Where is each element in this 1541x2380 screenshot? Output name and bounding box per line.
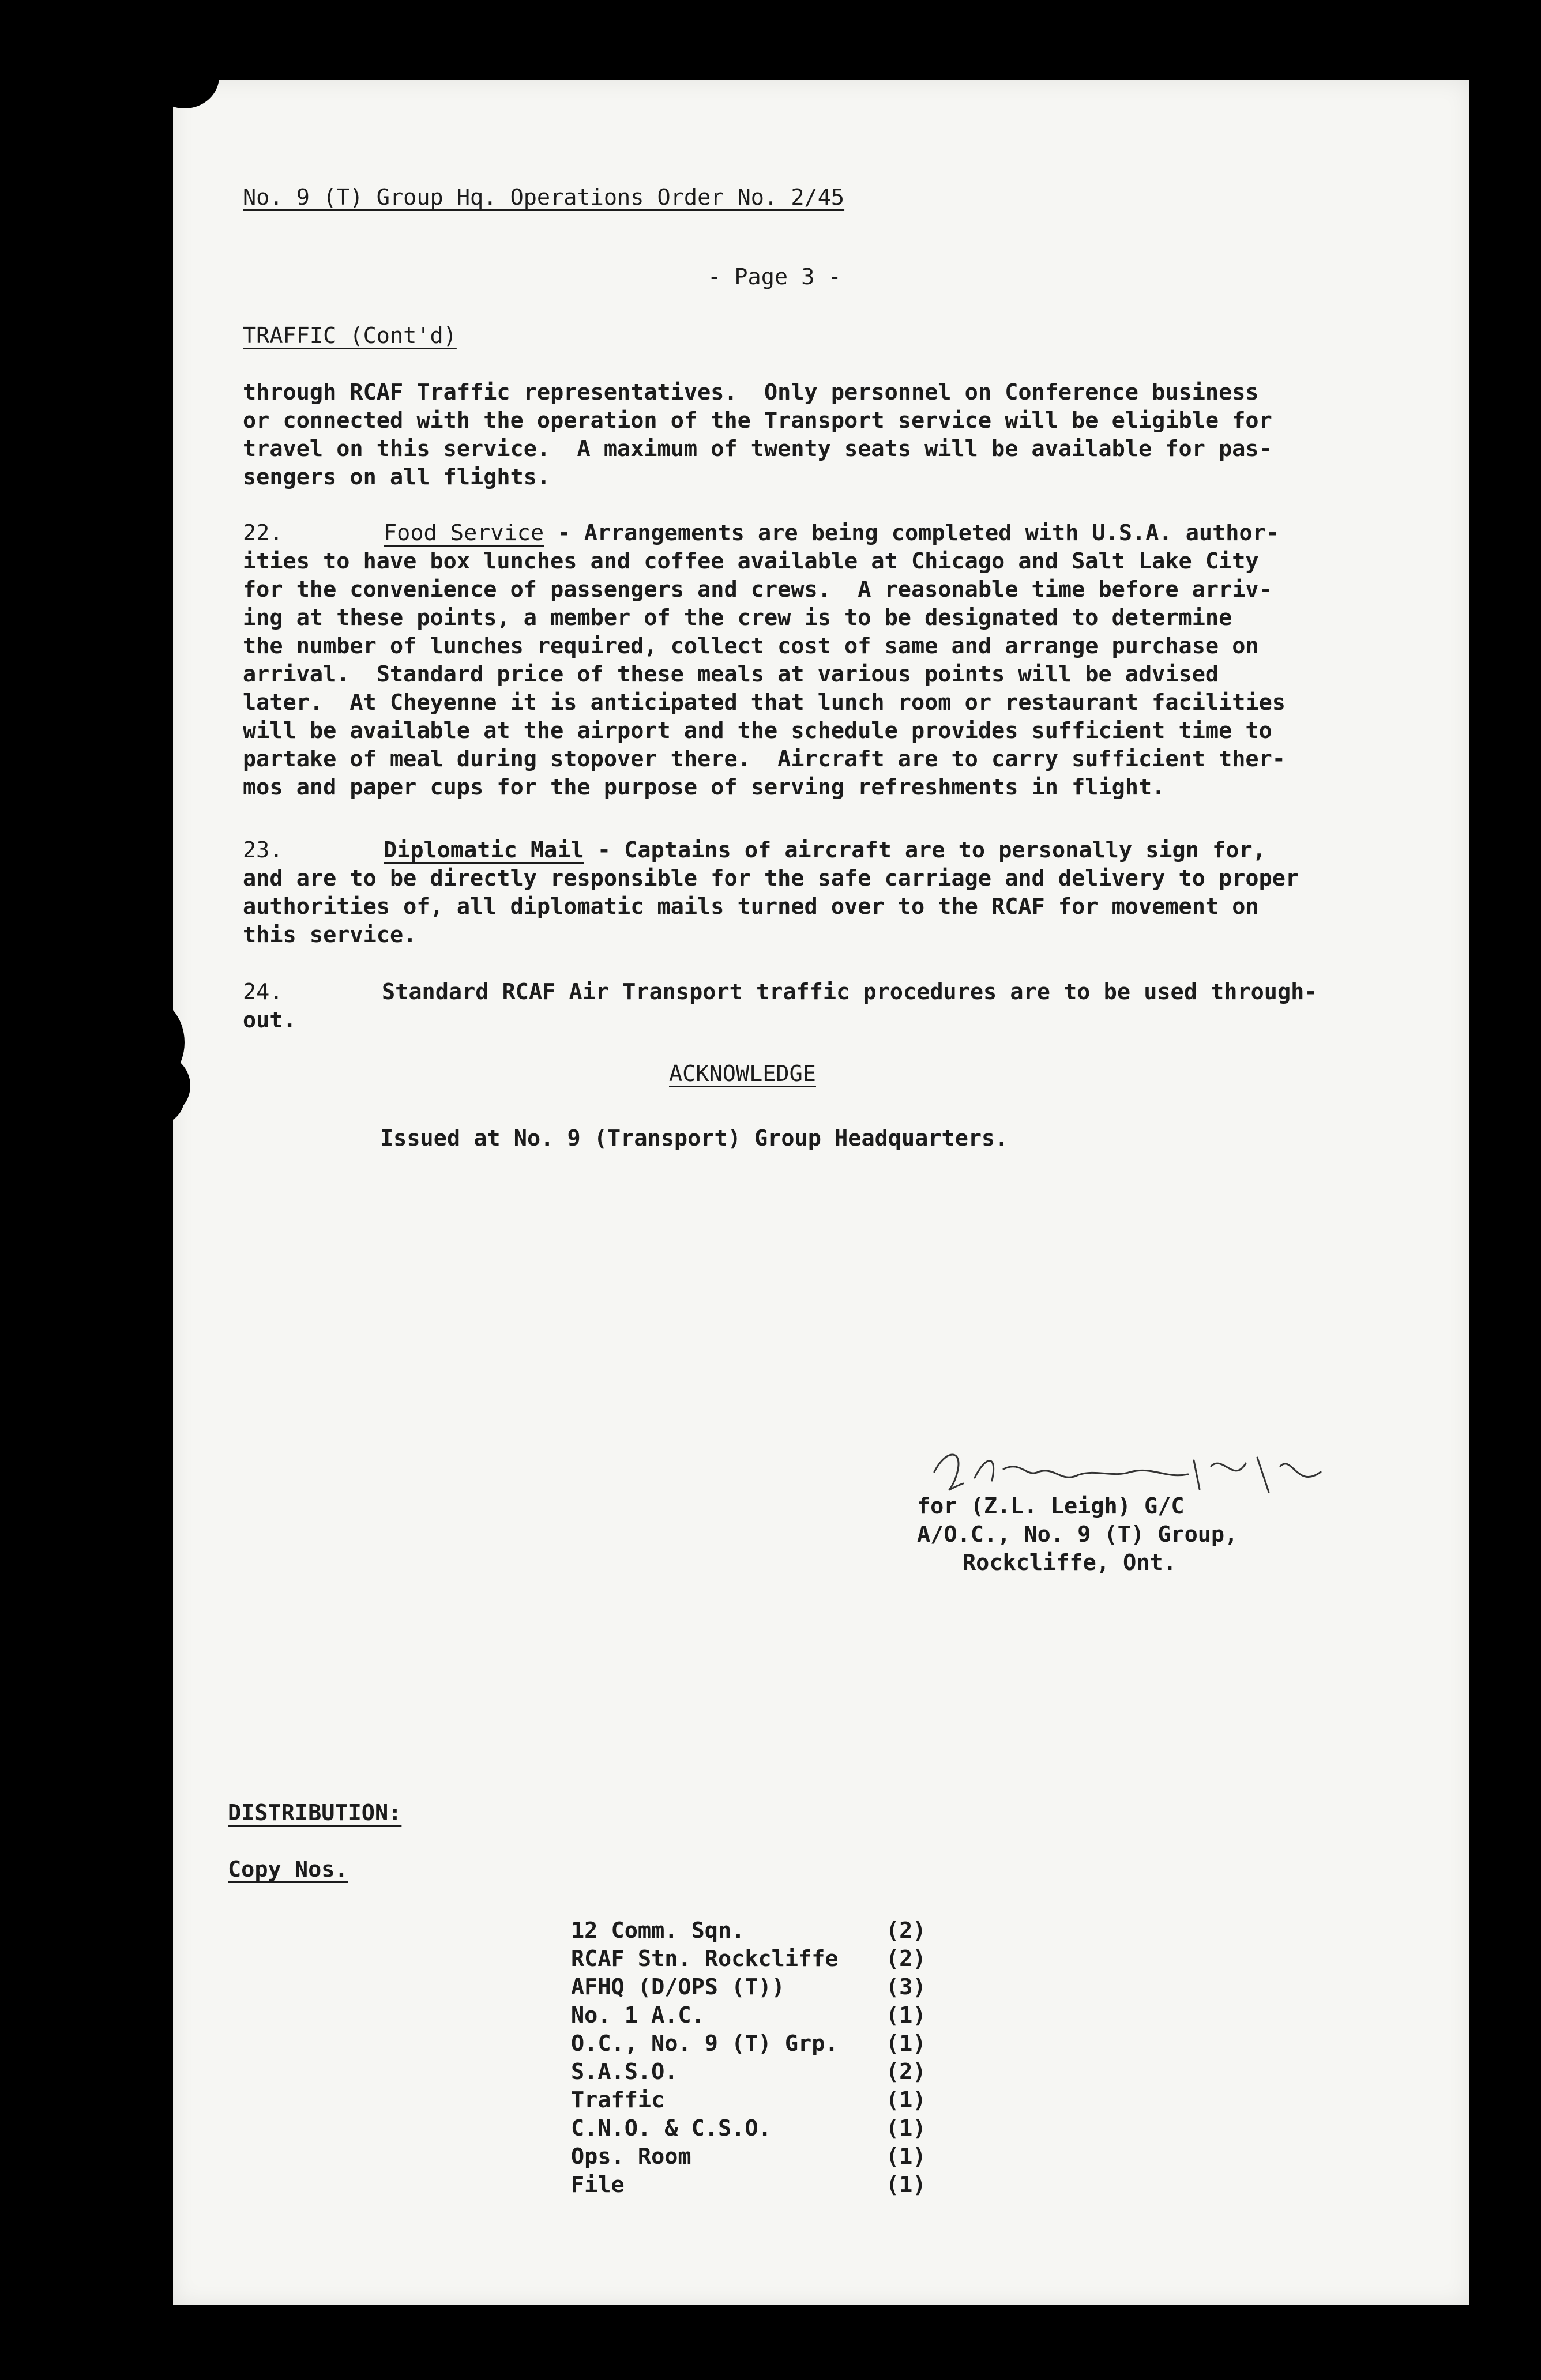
punch-hole bbox=[138, 1071, 185, 1123]
acknowledge-label: ACKNOWLEDGE bbox=[669, 1061, 816, 1087]
item-23-first-line-rest: - Captains of aircraft are to personally sign for, bbox=[584, 837, 1266, 863]
paragraph-line: travel on this service. A maximum of twenty seats will be available for pas- bbox=[243, 436, 1272, 462]
item-23-first-line bbox=[384, 836, 1266, 864]
paragraph-line: will be available at the airport and the schedule provides sufficient time to bbox=[243, 718, 1272, 744]
document-page bbox=[173, 80, 1469, 2305]
distribution-copies: (2) bbox=[886, 1918, 926, 1944]
copy-nos-heading: Copy Nos. bbox=[228, 1856, 348, 1882]
section-heading-traffic: TRAFFIC (Cont'd) bbox=[243, 323, 457, 349]
item-22-paragraph bbox=[243, 547, 1286, 801]
item-title-food-service: Food Service bbox=[384, 520, 544, 546]
item-number-24: 24. bbox=[243, 979, 283, 1005]
item-title-diplomatic-mail: Diplomatic Mail bbox=[384, 837, 584, 863]
distribution-heading: DISTRIBUTION: bbox=[228, 1800, 402, 1826]
distribution-copies: (1) bbox=[886, 2031, 926, 2057]
paragraph-line: partake of meal during stopover there. Aircraft are to carry sufficient ther- bbox=[243, 746, 1286, 772]
distribution-recipient: No. 1 A.C. bbox=[571, 2002, 705, 2028]
item-number-23: 23. bbox=[243, 837, 283, 863]
paragraph-line: or connected with the operation of the Transport service will be eligible for bbox=[243, 408, 1272, 434]
page-number: - Page 3 - bbox=[708, 264, 841, 290]
distribution-recipient: O.C., No. 9 (T) Grp. bbox=[571, 2031, 839, 2057]
traffic-paragraph bbox=[243, 378, 1272, 491]
punch-hole bbox=[112, 1728, 159, 1775]
distribution-copies: (1) bbox=[886, 2144, 926, 2170]
paragraph-line: sengers on all flights. bbox=[243, 464, 551, 490]
paragraph-line: later. At Cheyenne it is anticipated that lunch room or restaurant facilities bbox=[243, 690, 1286, 715]
item-23-paragraph bbox=[243, 864, 1299, 949]
distribution-copies: (1) bbox=[886, 2087, 926, 2113]
distribution-copies: (2) bbox=[886, 2059, 926, 2085]
paragraph-line: through RCAF Traffic representatives. Only personnel on Conference business bbox=[243, 379, 1259, 405]
distribution-copies: (1) bbox=[886, 2002, 926, 2028]
distribution-copies: (1) bbox=[886, 2172, 926, 2198]
distribution-copies: (3) bbox=[886, 1974, 926, 2000]
paragraph-line: and are to be directly responsible for the safe carriage and delivery to proper bbox=[243, 865, 1299, 891]
paragraph-line: the number of lunches required, collect cost of same and arrange purchase on bbox=[243, 633, 1259, 659]
signature-name: for (Z.L. Leigh) G/C bbox=[917, 1493, 1185, 1519]
distribution-recipient: File bbox=[571, 2172, 625, 2198]
distribution-recipient: RCAF Stn. Rockcliffe bbox=[571, 1946, 839, 1972]
distribution-recipient: C.N.O. & C.S.O. bbox=[571, 2115, 772, 2141]
order-title: No. 9 (T) Group Hq. Operations Order No. 2/45 bbox=[243, 184, 845, 210]
distribution-recipient: 12 Comm. Sqn. bbox=[571, 1918, 745, 1944]
paragraph-line: ing at these points, a member of the crew is to be designated to determine bbox=[243, 605, 1232, 631]
distribution-copies: (2) bbox=[886, 1946, 926, 1972]
item-22-first-line-rest: - Arrangements are being completed with U.S.A. author- bbox=[544, 520, 1279, 546]
paragraph-line: mos and paper cups for the purpose of serving refreshments in flight. bbox=[243, 774, 1166, 800]
distribution-recipient: AFHQ (D/OPS (T)) bbox=[571, 1974, 785, 2000]
paragraph-line: this service. bbox=[243, 922, 417, 948]
item-24-continuation: out. bbox=[243, 1007, 296, 1033]
issued-statement: Issued at No. 9 (Transport) Group Headquarters. bbox=[380, 1125, 1009, 1151]
item-number-22: 22. bbox=[243, 520, 283, 546]
paragraph-line: ities to have box lunches and coffee available at Chicago and Salt Lake City bbox=[243, 548, 1259, 574]
item-24-first-line: Standard RCAF Air Transport traffic procedures are to be used through- bbox=[382, 979, 1318, 1005]
paragraph-line: authorities of, all diplomatic mails turned over to the RCAF for movement on bbox=[243, 894, 1259, 920]
torn-corner bbox=[150, 45, 219, 108]
item-22-first-line bbox=[384, 519, 1279, 547]
paragraph-line: for the convenience of passengers and crews. A reasonable time before arriv- bbox=[243, 577, 1272, 602]
signature-title: A/O.C., No. 9 (T) Group, bbox=[917, 1522, 1238, 1547]
distribution-recipient: Traffic bbox=[571, 2087, 665, 2113]
distribution-recipient: Ops. Room bbox=[571, 2144, 691, 2170]
handwritten-signature bbox=[923, 1437, 1361, 1501]
signature-location: Rockcliffe, Ont. bbox=[963, 1550, 1177, 1576]
distribution-copies: (1) bbox=[886, 2115, 926, 2141]
paragraph-line: arrival. Standard price of these meals at various points will be advised bbox=[243, 661, 1219, 687]
distribution-recipient: S.A.S.O. bbox=[571, 2059, 678, 2085]
